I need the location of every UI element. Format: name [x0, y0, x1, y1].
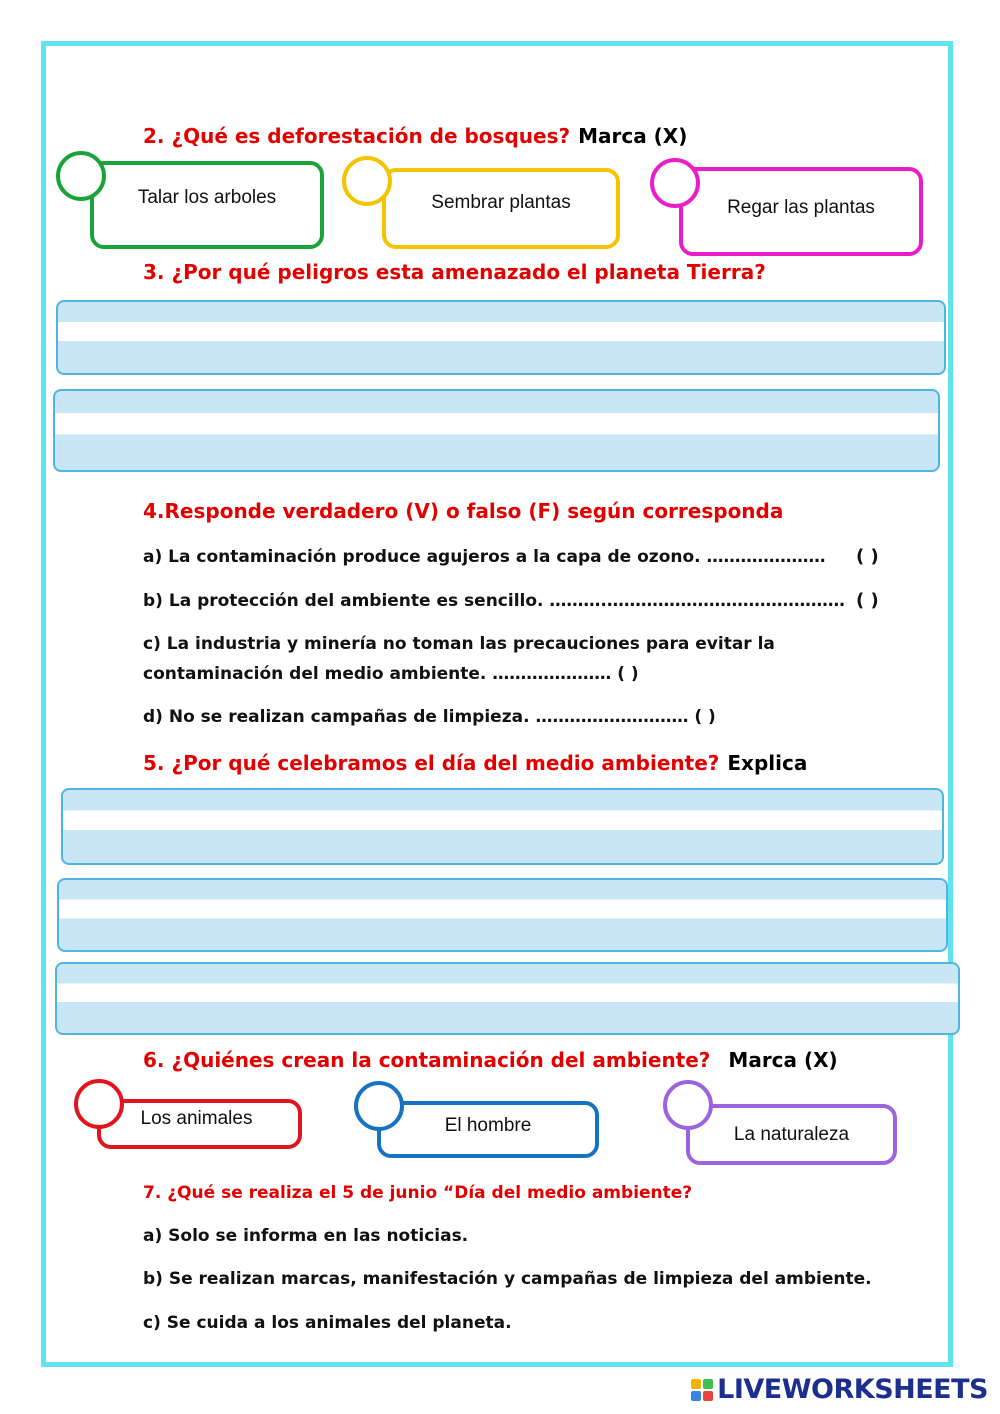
statement-a: a) La contaminación produce agujeros a la capa de ozono. …………………	[143, 547, 826, 567]
question-6-title: 6. ¿Quiénes crean la contaminación del ambiente?	[143, 1048, 711, 1072]
question-4-title: 4.Responde verdadero (V) o falso (F) según corresponda	[143, 499, 784, 523]
question-2	[143, 124, 687, 148]
mark-circle[interactable]	[56, 151, 106, 201]
question-7-title: 7. ¿Qué se realiza el 5 de junio “Día del medio ambiente?	[143, 1183, 693, 1203]
mark-circle[interactable]	[74, 1079, 124, 1129]
option-la-naturaleza[interactable]	[686, 1104, 897, 1165]
option-el-hombre[interactable]	[377, 1101, 599, 1158]
option-talar-arboles[interactable]	[90, 161, 324, 249]
option-c[interactable]: c) Se cuida a los animales del planeta.	[143, 1313, 512, 1333]
option-b[interactable]: b) Se realizan marcas, manifestación y campañas de limpieza del ambiente.	[143, 1269, 872, 1289]
brand-name: LIVEWORKSHEETS	[717, 1374, 988, 1405]
option-los-animales[interactable]	[97, 1099, 302, 1149]
statement-d: d) No se realizan campañas de limpieza. ……………………… ( )	[143, 707, 716, 727]
question-6	[143, 1048, 838, 1072]
mark-circle[interactable]	[342, 156, 392, 206]
mark-circle[interactable]	[650, 158, 700, 208]
statement-b: b) La protección del ambiente es sencillo. ……….……………………………………	[143, 591, 845, 611]
question-6-instruction: Marca (X)	[728, 1048, 838, 1072]
answer-parentheses[interactable]: ( )	[856, 590, 879, 611]
answer-field[interactable]	[56, 300, 946, 375]
answer-field[interactable]	[55, 962, 960, 1035]
statement-c-continued: contaminación del medio ambiente. ………………… ( )	[143, 664, 639, 684]
mark-circle[interactable]	[354, 1081, 404, 1131]
option-sembrar-plantas[interactable]	[382, 168, 620, 249]
option-label: La naturaleza	[733, 1123, 850, 1145]
statement-c: c) La industria y minería no toman las precauciones para evitar la	[143, 634, 775, 654]
answer-field[interactable]	[57, 878, 948, 952]
option-label: Los animales	[140, 1108, 253, 1129]
answer-parentheses[interactable]: ( )	[856, 546, 879, 567]
option-label: Sembrar plantas	[431, 191, 571, 213]
option-regar-plantas[interactable]	[679, 167, 923, 256]
question-3	[143, 260, 766, 284]
question-2-title: 2. ¿Qué es deforestación de bosques?	[143, 124, 571, 148]
answer-field[interactable]	[53, 389, 940, 472]
option-label: Regar las plantas	[727, 196, 875, 218]
liveworksheets-logo	[691, 1374, 988, 1405]
option-label: El hombre	[444, 1114, 532, 1136]
answer-field[interactable]	[61, 788, 944, 865]
question-7	[143, 1183, 692, 1203]
question-5	[143, 751, 807, 775]
question-5-instruction: Explica	[727, 751, 808, 775]
lws-logo-icon	[691, 1379, 713, 1401]
question-2-instruction: Marca (X)	[578, 124, 688, 148]
option-label: Talar los arboles	[137, 187, 277, 208]
question-4	[143, 499, 783, 523]
mark-circle[interactable]	[663, 1080, 713, 1130]
question-3-title: 3. ¿Por qué peligros esta amenazado el planeta Tierra?	[143, 260, 766, 284]
option-a[interactable]: a) Solo se informa en las noticias.	[143, 1226, 469, 1246]
question-5-title: 5. ¿Por qué celebramos el día del medio ambiente?	[143, 751, 720, 775]
